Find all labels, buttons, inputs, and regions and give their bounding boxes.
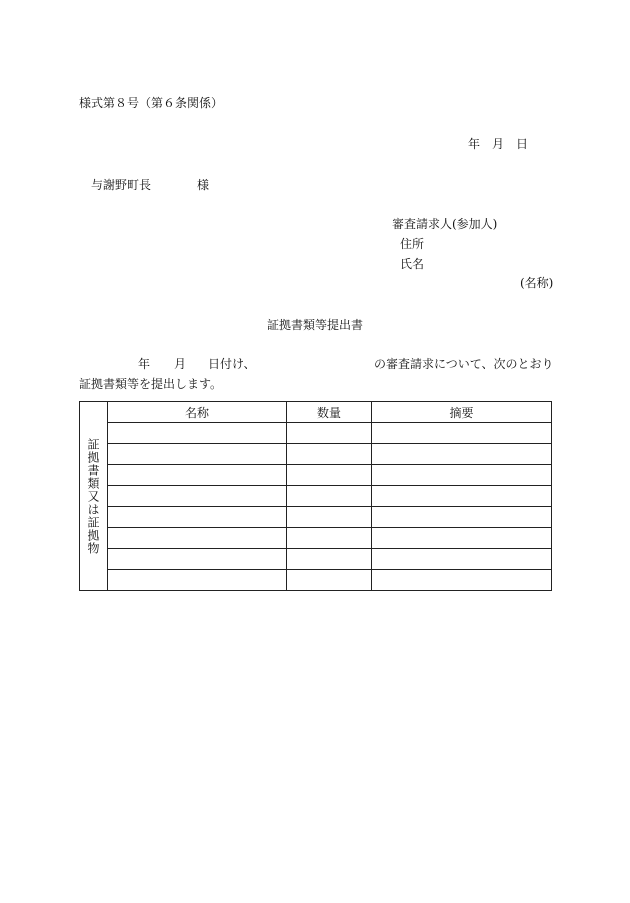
name-cell[interactable]: [108, 423, 287, 444]
side-label-cell: [80, 402, 108, 591]
header-name: 名称: [108, 402, 287, 423]
date-line: 年 月 日: [468, 137, 529, 151]
addressee-honorific: 様: [197, 178, 210, 192]
name-cell[interactable]: [108, 528, 287, 549]
body-line-1: [138, 357, 554, 371]
quantity-cell[interactable]: [287, 423, 372, 444]
table-header-row: [80, 402, 552, 423]
table-row: [80, 570, 552, 591]
body-rest: の審査請求について、次のとおり: [374, 357, 554, 371]
summary-cell[interactable]: [372, 507, 552, 528]
name-cell[interactable]: [108, 444, 287, 465]
quantity-cell[interactable]: [287, 465, 372, 486]
summary-cell[interactable]: [372, 423, 552, 444]
address-label: 住所: [400, 237, 425, 251]
table-row: [80, 486, 552, 507]
summary-cell[interactable]: [372, 465, 552, 486]
header-summary: 摘要: [372, 402, 552, 423]
table-row: [80, 444, 552, 465]
name-label: 氏名: [400, 257, 425, 271]
name-cell[interactable]: [108, 570, 287, 591]
body-line-2: 証拠書類等を提出します。: [79, 377, 223, 391]
table-row: [80, 528, 552, 549]
summary-cell[interactable]: [372, 549, 552, 570]
requester-label: 審査請求人(参加人): [392, 217, 498, 231]
header-quantity: 数量: [287, 402, 372, 423]
name-cell[interactable]: [108, 549, 287, 570]
corp-name-label: (名称): [520, 276, 554, 290]
table-row: [80, 465, 552, 486]
quantity-cell[interactable]: [287, 549, 372, 570]
table-row: [80, 549, 552, 570]
addressee-name: 与謝野町長: [91, 178, 152, 192]
name-cell[interactable]: [108, 486, 287, 507]
summary-cell[interactable]: [372, 528, 552, 549]
summary-cell[interactable]: [372, 570, 552, 591]
form-number: 様式第８号（第６条関係）: [79, 96, 224, 110]
document-title: 証拠書類等提出書: [266, 318, 363, 332]
body-year: 年: [138, 357, 151, 371]
quantity-cell[interactable]: [287, 570, 372, 591]
side-label: 証拠書類又は証拠物: [86, 437, 100, 555]
quantity-cell[interactable]: [287, 486, 372, 507]
table-row: [80, 423, 552, 444]
evidence-table: [79, 401, 552, 591]
name-cell[interactable]: [108, 507, 287, 528]
quantity-cell[interactable]: [287, 507, 372, 528]
summary-cell[interactable]: [372, 486, 552, 507]
name-cell[interactable]: [108, 465, 287, 486]
quantity-cell[interactable]: [287, 528, 372, 549]
addressee: [91, 178, 209, 192]
summary-cell[interactable]: [372, 444, 552, 465]
table-row: [80, 507, 552, 528]
body-day-suffix: 日付け、: [208, 357, 256, 371]
quantity-cell[interactable]: [287, 444, 372, 465]
body-month: 月: [174, 357, 187, 371]
